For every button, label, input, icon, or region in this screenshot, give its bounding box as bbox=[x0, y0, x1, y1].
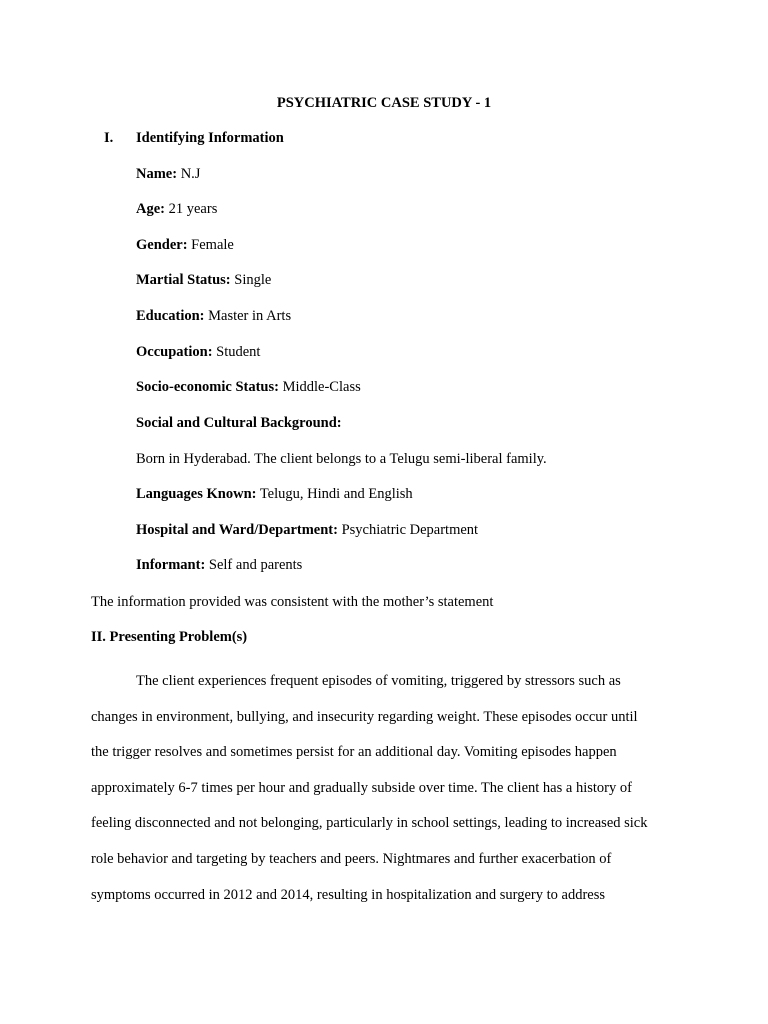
field-label: Name: bbox=[136, 166, 178, 182]
field-informant bbox=[136, 556, 302, 574]
field-value: Master in Arts bbox=[204, 308, 292, 324]
field-education bbox=[136, 307, 291, 325]
paragraph-line: feeling disconnected and not belonging, particularly in school settings, leading to increased sick bbox=[91, 815, 648, 832]
section-heading-presenting-problems: II. Presenting Problem(s) bbox=[91, 629, 248, 645]
field-name bbox=[136, 165, 200, 183]
field-gender bbox=[136, 236, 234, 254]
paragraph-line: approximately 6-7 times per hour and gradually subside over time. The client has a history of bbox=[91, 779, 632, 796]
paragraph-line: role behavior and targeting by teachers and peers. Nightmares and further exacerbation of bbox=[91, 850, 612, 867]
field-hospital-ward bbox=[136, 521, 478, 539]
field-value: Psychiatric Department bbox=[337, 522, 479, 538]
document-title: PSYCHIATRIC CASE STUDY - 1 bbox=[276, 95, 492, 111]
paragraph-line: the trigger resolves and sometimes persist for an additional day. Vomiting episodes happen bbox=[91, 744, 617, 761]
field-value: Middle-Class bbox=[278, 379, 361, 395]
paragraph-line: symptoms occurred in 2012 and 2014, resulting in hospitalization and surgery to address bbox=[91, 886, 605, 903]
field-value: Female bbox=[187, 237, 234, 253]
information-note: The information provided was consistent with the mother’s statement bbox=[91, 594, 494, 610]
field-value: 21 years bbox=[165, 201, 218, 217]
field-label: Martial Status: bbox=[136, 272, 231, 288]
field-value: N.J bbox=[177, 166, 201, 182]
field-occupation bbox=[136, 343, 260, 361]
field-value: Single bbox=[230, 272, 272, 288]
field-value: Telugu, Hindi and English bbox=[256, 486, 413, 502]
field-label: Informant: bbox=[136, 557, 206, 573]
field-value: Student bbox=[212, 344, 261, 360]
field-value: Self and parents bbox=[205, 557, 303, 573]
field-marital-status bbox=[136, 271, 271, 289]
background-heading: Social and Cultural Background: bbox=[136, 415, 342, 431]
paragraph-line: The client experiences frequent episodes of vomiting, triggered by stressors such as bbox=[136, 673, 621, 689]
field-label: Languages Known: bbox=[136, 486, 257, 502]
field-label: Age: bbox=[136, 201, 165, 217]
background-text: Born in Hyderabad. The client belongs to a Telugu semi-liberal family. bbox=[136, 451, 547, 467]
field-languages bbox=[136, 485, 413, 503]
field-label: Education: bbox=[136, 308, 205, 324]
field-label: Occupation: bbox=[136, 344, 213, 360]
field-label: Gender: bbox=[136, 237, 188, 253]
section-number: I. bbox=[104, 130, 114, 146]
field-label: Hospital and Ward/Department: bbox=[136, 522, 338, 538]
section-heading: Identifying Information bbox=[136, 130, 284, 146]
presenting-problem-paragraph bbox=[91, 664, 691, 913]
field-socioeconomic-status bbox=[136, 378, 361, 396]
paragraph-line: changes in environment, bullying, and insecurity regarding weight. These episodes occur until bbox=[91, 708, 638, 725]
field-label: Socio-economic Status: bbox=[136, 379, 279, 395]
field-age bbox=[136, 200, 217, 218]
